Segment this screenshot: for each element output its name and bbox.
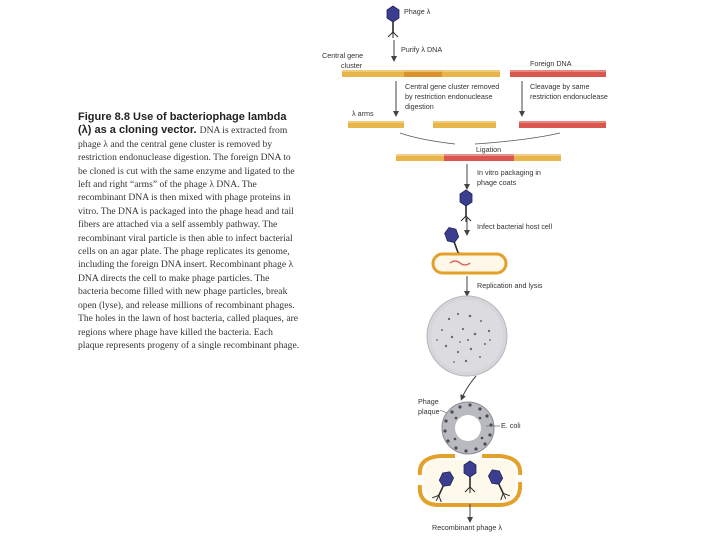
cleavage-label-1: Cleavage by same <box>530 82 590 91</box>
cleavage-label-2: restriction endonuclease <box>530 92 608 101</box>
plaque-label-1: Phage <box>418 397 439 406</box>
arms-label: λ arms <box>352 109 374 118</box>
purify-label: Purify λ DNA <box>401 45 443 54</box>
foreign-dna-label: Foreign DNA <box>530 59 572 68</box>
foreign-dna <box>510 70 606 77</box>
removed-label-2: by restriction endonuclease <box>405 92 493 101</box>
converge-line-right <box>475 133 560 144</box>
replication-label: Replication and lysis <box>477 281 543 290</box>
removed-label-3: digestion <box>405 102 434 111</box>
ligation-label: Ligation <box>476 145 502 154</box>
phage-plaque-closeup <box>442 402 494 454</box>
figure-title: Figure 8.8 Use of bacteriophage lambda (λ) as a cloning vector. <box>78 111 287 137</box>
ecoli-label: E. coli <box>501 421 521 430</box>
central-cluster-label-1: Central gene <box>322 51 364 60</box>
lambda-dna <box>342 70 500 77</box>
infect-label: Infect bacterial host cell <box>477 222 553 231</box>
lambda-right-arm <box>433 121 496 128</box>
arrow-zoom <box>462 376 476 398</box>
phage-lambda-icon <box>387 6 399 38</box>
packaged-phage-icon <box>460 190 472 222</box>
foreign-dna-fragment <box>519 121 606 128</box>
figure-body: DNA is extracted from phage λ and the central gene cluster is removed by restriction endonuclease digestion. The foreign DNA to be cloned is cut with the same enzyme and ligated to the left and right “arms” of the phage λ DNA. The recombinant DNA is then mixed with phage proteins in vitro. The DNA is packaged into the phage head and tail fibers are attached via a self assembly pathway. The recombinant viral particle is then able to infect bacterial cells on an agar plate. The phage replicates its genome, including the foreign DNA insert. Recombinant phage λ DNA directs the cell to make phage particles. The bacteria become filled with new phage particles, break open (lyse), and release millions of recombinant phages. The holes in the lawn of host bacteria, called plaques, are regions where phage have killed the bacteria. Each plaque represents progeny of a single recombinant phage. <box>78 125 300 351</box>
removed-label-1: Central gene cluster removed <box>405 82 500 91</box>
plaque-label-2: plaque <box>418 407 440 416</box>
lambda-left-arm <box>348 121 404 128</box>
packaging-label-1: In vitro packaging in <box>477 168 541 177</box>
bacterial-host-cell <box>433 254 506 273</box>
converge-line-left <box>400 133 455 144</box>
agar-plate <box>427 296 507 376</box>
central-cluster-label-2: cluster <box>341 61 363 70</box>
phage-label: Phage λ <box>404 7 431 16</box>
recombinant-label: Recombinant phage λ <box>432 523 502 532</box>
packaging-label-2: phage coats <box>477 178 517 187</box>
recombinant-dna <box>396 154 561 161</box>
